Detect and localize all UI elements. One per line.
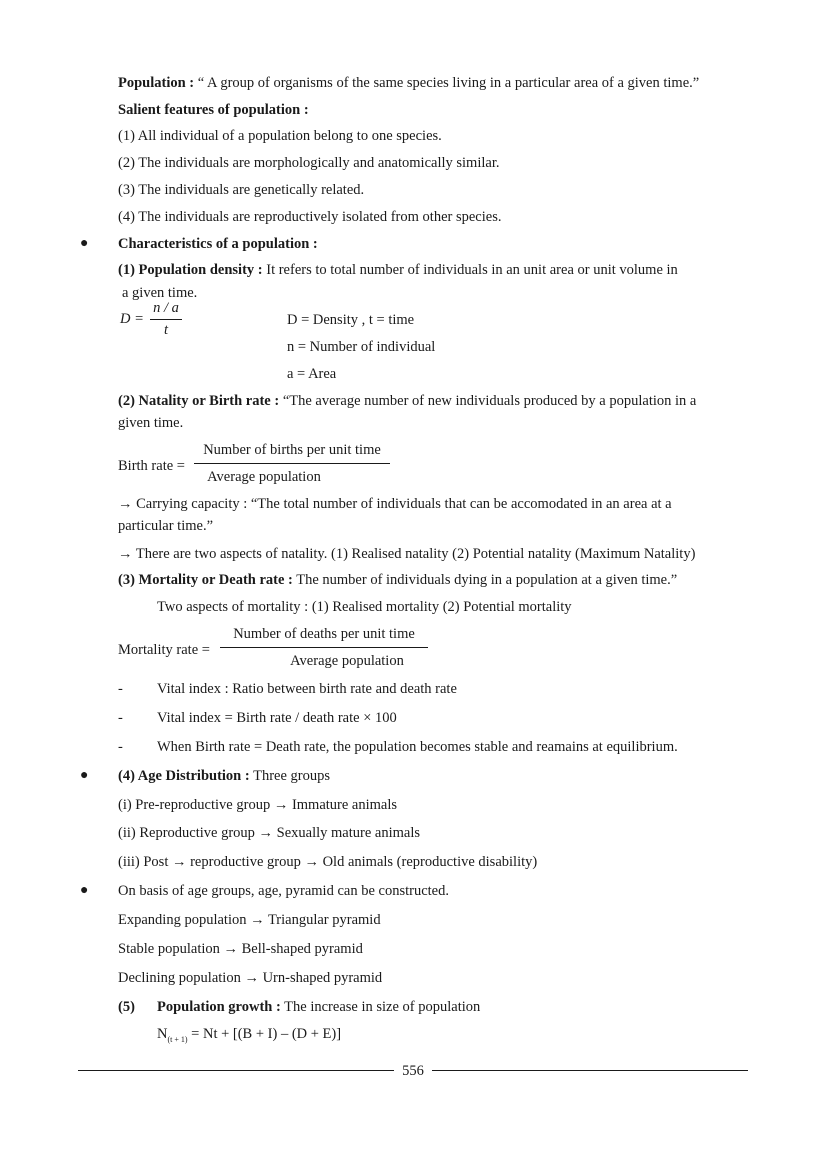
salient-heading: Salient features of population : [118, 102, 309, 118]
growth-text: The increase in size of population [280, 999, 481, 1015]
age-group-3: (iii) Post → reproductive group → Old animals (reproductive disability) [118, 854, 538, 870]
salient-item-1: (1) All individual of a population belong to one species. [118, 128, 442, 144]
mortality-label: (3) Mortality or Death rate : [118, 572, 293, 588]
birth-rate-bar [194, 463, 390, 464]
density-formula-denominator: t [163, 322, 169, 338]
vital-index-2: Vital index = Birth rate / death rate × 100 [157, 710, 397, 726]
vital-dash-1: - [118, 681, 123, 697]
pyramid-note: On basis of age groups, age, pyramid can be constructed. [118, 883, 449, 899]
density-formula-lhs: D = [120, 311, 144, 327]
pyramid-expanding: Expanding population → Triangular pyramid [118, 912, 381, 928]
mortality-rate-denominator: Average population [290, 653, 404, 669]
mortality-rate-numerator: Number of deaths per unit time [233, 626, 415, 642]
age-label: (4) Age Distribution : [118, 768, 250, 784]
natality-label: (2) Natality or Birth rate : [118, 393, 280, 409]
natality-text-2: given time. [118, 415, 184, 431]
carrying-capacity-2: particular time.” [118, 518, 214, 534]
growth-formula-rest: = Nt + [(B + I) – (D + E)] [187, 1026, 342, 1042]
pyramid-stable: Stable population → Bell-shaped pyramid [118, 941, 363, 957]
density-def-1: D = Density , t = time [287, 312, 415, 328]
age-line [118, 767, 330, 785]
density-def-3: a = Area [287, 366, 337, 382]
population-text: “ A group of organisms of the same species living in a particular area of a given time.” [194, 75, 700, 91]
density-text-1: It refers to total number of individuals in an unit area or unit volume in [262, 262, 678, 278]
density-formula-bar [150, 319, 182, 320]
pyramid-declining: Declining population → Urn-shaped pyramid [118, 970, 383, 986]
growth-line [157, 998, 480, 1016]
vital-dash-3: - [118, 739, 123, 755]
vital-index-3: When Birth rate = Death rate, the population becomes stable and reamains at equilibrium. [157, 739, 678, 755]
bullet-characteristics: ● [80, 236, 89, 251]
footer-rule-right [432, 1070, 748, 1071]
age-text: Three groups [249, 768, 330, 784]
mortality-rate-bar [220, 647, 428, 648]
birth-rate-denominator: Average population [207, 469, 321, 485]
bullet-age: ● [80, 768, 89, 783]
carrying-capacity-1: → Carrying capacity : “The total number of individuals that can be accomodated in an area at a [118, 496, 672, 512]
growth-formula-n: N [157, 1026, 168, 1042]
mortality-text: The number of individuals dying in a population at a given time.” [292, 572, 678, 588]
density-def-2: n = Number of individual [287, 339, 436, 355]
salient-item-4: (4) The individuals are reproductively isolated from other species. [118, 209, 502, 225]
growth-label: Population growth : [157, 999, 281, 1015]
natality-text-1: “The average number of new individuals produced by a population in a [279, 393, 697, 409]
page-number: 556 [402, 1063, 424, 1079]
mortality-aspects: Two aspects of mortality : (1) Realised mortality (2) Potential mortality [157, 599, 572, 615]
bullet-pyramid: ● [80, 883, 89, 898]
birth-rate-numerator: Number of births per unit time [203, 442, 381, 458]
salient-item-2: (2) The individuals are morphologically and anatomically similar. [118, 155, 500, 171]
growth-number: (5) [118, 999, 135, 1015]
age-group-2: (ii) Reproductive group → Sexually mature animals [118, 825, 421, 841]
density-text-2: a given time. [122, 285, 198, 301]
natality-aspects: → There are two aspects of natality. (1) Realised natality (2) Potential natality (Maximum Natality) [118, 546, 696, 562]
vital-index-1: Vital index : Ratio between birth rate and death rate [157, 681, 457, 697]
population-definition [118, 74, 699, 92]
density-line [118, 261, 678, 279]
mortality-line [118, 571, 677, 589]
growth-formula-subscript: (t + 1) [167, 1035, 188, 1044]
growth-formula [157, 1025, 341, 1049]
age-group-1: (i) Pre-reproductive group → Immature animals [118, 797, 398, 813]
footer-rule-left [78, 1070, 394, 1071]
birth-rate-lhs: Birth rate = [118, 458, 185, 474]
density-formula-numerator: n / a [153, 300, 179, 316]
vital-dash-2: - [118, 710, 123, 726]
mortality-rate-lhs: Mortality rate = [118, 642, 210, 658]
density-label: (1) Population density : [118, 262, 263, 278]
characteristics-heading: Characteristics of a population : [118, 236, 318, 252]
natality-line [118, 392, 696, 410]
population-label: Population : [118, 75, 195, 91]
salient-item-3: (3) The individuals are genetically related. [118, 182, 365, 198]
